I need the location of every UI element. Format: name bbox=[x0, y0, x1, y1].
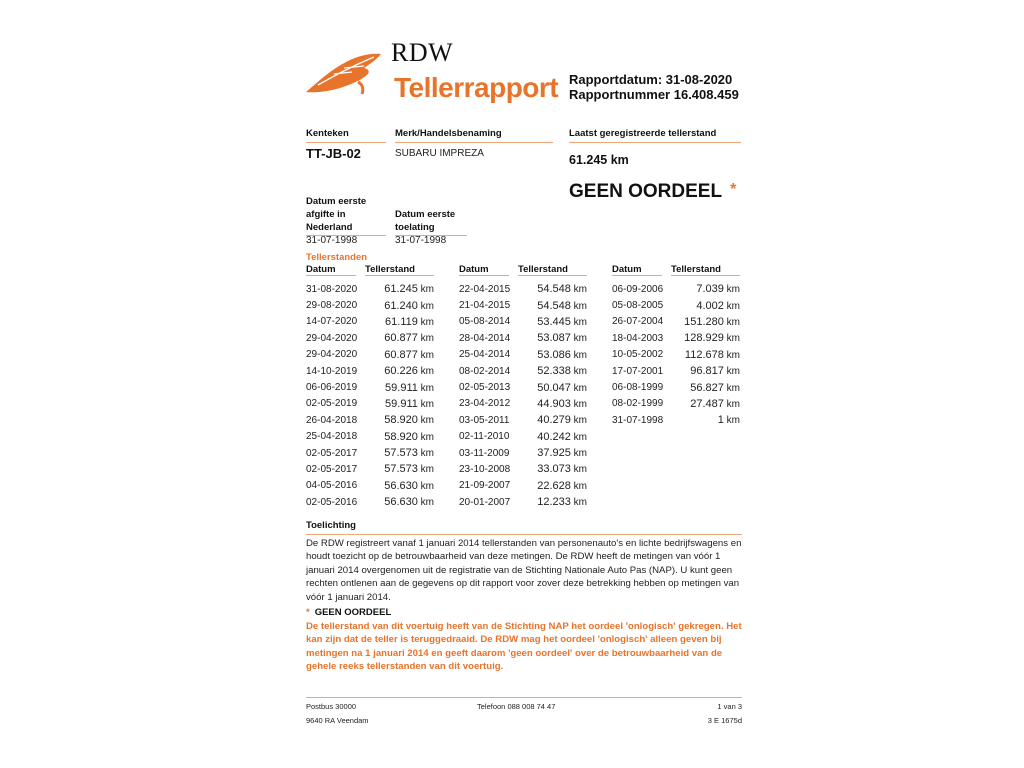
table-row bbox=[459, 330, 599, 346]
odometer-value: 54.548 bbox=[537, 299, 571, 312]
table-header bbox=[306, 264, 446, 276]
reading-date: 23-04-2012 bbox=[459, 398, 511, 410]
reading-date: 22-04-2015 bbox=[459, 283, 511, 295]
odometer-unit: km bbox=[573, 480, 587, 492]
odometer-unit: km bbox=[573, 366, 587, 378]
last-odometer-value: 61.245 km bbox=[569, 153, 629, 167]
reading-date: 06-09-2006 bbox=[612, 283, 664, 295]
reading-date: 25-04-2018 bbox=[306, 431, 358, 443]
odometer-unit: km bbox=[573, 382, 587, 394]
report-number: Rapportnummer 16.408.459 bbox=[569, 87, 739, 102]
first-registration-nl-label: Datum eerste afgifte in Nederland bbox=[306, 195, 386, 236]
odometer-value: 57.573 bbox=[384, 463, 418, 476]
first-admission-value: 31-07-1998 bbox=[395, 235, 447, 246]
table-row bbox=[459, 363, 599, 379]
odometer-unit: km bbox=[420, 316, 434, 328]
reading-odometer bbox=[525, 316, 587, 328]
table-row bbox=[306, 396, 446, 412]
reading-odometer bbox=[678, 283, 740, 295]
odometer-value: 52.338 bbox=[537, 365, 571, 378]
reading-date: 02-05-2016 bbox=[306, 496, 358, 508]
first-admission-label: Datum eerste toelating bbox=[395, 208, 467, 236]
reading-date: 05-08-2014 bbox=[459, 316, 511, 328]
reading-odometer bbox=[372, 480, 434, 492]
odometer-value: 151.280 bbox=[684, 315, 724, 328]
footer-city: 9640 RA Veendam bbox=[306, 716, 369, 725]
table-row bbox=[459, 494, 599, 510]
odometer-unit: km bbox=[573, 398, 587, 410]
odometer-unit: km bbox=[573, 333, 587, 345]
odometer-value: 56.827 bbox=[690, 381, 724, 394]
reading-date: 31-07-1998 bbox=[612, 414, 664, 426]
odometer-unit: km bbox=[573, 431, 587, 443]
odometer-value: 112.678 bbox=[684, 348, 724, 361]
odometer-value: 7.039 bbox=[696, 283, 724, 296]
odometer-unit: km bbox=[573, 300, 587, 312]
explanation-title: Toelichting bbox=[306, 520, 742, 535]
table-row bbox=[459, 314, 599, 330]
reading-date: 31-08-2020 bbox=[306, 283, 358, 295]
reading-date: 21-09-2007 bbox=[459, 480, 511, 492]
reading-date: 29-04-2020 bbox=[306, 349, 358, 361]
reading-date: 08-02-2014 bbox=[459, 365, 511, 377]
column-header-date: Datum bbox=[612, 264, 662, 276]
reading-odometer bbox=[372, 332, 434, 344]
reading-odometer bbox=[372, 447, 434, 459]
reading-odometer bbox=[525, 332, 587, 344]
asterisk-icon: * bbox=[730, 181, 737, 198]
table-row bbox=[306, 445, 446, 461]
first-registration-nl-value: 31-07-1998 bbox=[306, 235, 358, 246]
odometer-value: 56.630 bbox=[384, 479, 418, 492]
odometer-unit: km bbox=[726, 366, 740, 378]
license-plate-label: Kenteken bbox=[306, 128, 386, 143]
readings-table-1 bbox=[306, 264, 446, 510]
last-odometer-label: Laatst geregistreerde tellerstand bbox=[569, 128, 741, 143]
reading-odometer bbox=[372, 414, 434, 426]
brand-value: SUBARU IMPREZA bbox=[395, 148, 484, 159]
verdict-text: GEEN OORDEEL bbox=[569, 181, 723, 202]
odometer-unit: km bbox=[573, 415, 587, 427]
reading-date: 02-05-2017 bbox=[306, 447, 358, 459]
reading-odometer bbox=[678, 365, 740, 377]
table-row bbox=[612, 314, 752, 330]
odometer-unit: km bbox=[726, 300, 740, 312]
odometer-value: 40.242 bbox=[537, 430, 571, 443]
reading-date: 14-07-2020 bbox=[306, 316, 358, 328]
table-row bbox=[612, 297, 752, 313]
odometer-unit: km bbox=[420, 349, 434, 361]
odometer-unit: km bbox=[726, 382, 740, 394]
odometer-value: 54.548 bbox=[537, 283, 571, 296]
odometer-value: 60.226 bbox=[384, 365, 418, 378]
odometer-unit: km bbox=[420, 300, 434, 312]
reading-date: 28-04-2014 bbox=[459, 332, 511, 344]
odometer-value: 53.445 bbox=[537, 315, 571, 328]
reading-date: 17-07-2001 bbox=[612, 365, 664, 377]
reading-odometer bbox=[372, 398, 434, 410]
column-header-odometer: Tellerstand bbox=[518, 264, 587, 276]
reading-date: 29-04-2020 bbox=[306, 332, 358, 344]
odometer-unit: km bbox=[420, 480, 434, 492]
reading-odometer bbox=[372, 382, 434, 394]
reading-date: 06-08-1999 bbox=[612, 382, 664, 394]
odometer-value: 1 bbox=[717, 414, 724, 427]
reading-date: 02-05-2017 bbox=[306, 463, 358, 475]
reading-date: 02-05-2019 bbox=[306, 398, 358, 410]
readings-table-2 bbox=[459, 264, 599, 510]
table-row bbox=[612, 412, 752, 428]
odometer-value: 128.929 bbox=[684, 332, 724, 345]
reading-odometer bbox=[525, 349, 587, 361]
report-date: Rapportdatum: 31-08-2020 bbox=[569, 72, 733, 87]
table-row bbox=[306, 461, 446, 477]
reading-odometer bbox=[525, 431, 587, 443]
odometer-readings-title: Tellerstanden bbox=[306, 252, 368, 263]
odometer-value: 12.233 bbox=[537, 496, 571, 509]
report-meta bbox=[569, 72, 739, 102]
odometer-value: 53.087 bbox=[537, 332, 571, 345]
odometer-value: 40.279 bbox=[537, 414, 571, 427]
table-row bbox=[612, 347, 752, 363]
reading-date: 04-05-2016 bbox=[306, 480, 358, 492]
odometer-unit: km bbox=[420, 366, 434, 378]
reading-odometer bbox=[525, 447, 587, 459]
rdw-feather-logo-icon bbox=[304, 52, 382, 96]
reading-odometer bbox=[525, 300, 587, 312]
table-row bbox=[612, 281, 752, 297]
odometer-value: 58.920 bbox=[384, 414, 418, 427]
reading-odometer bbox=[678, 398, 740, 410]
reading-odometer bbox=[372, 431, 434, 443]
odometer-unit: km bbox=[420, 448, 434, 460]
table-header bbox=[612, 264, 752, 276]
document-code: 3 E 1675d bbox=[707, 716, 742, 725]
table-row bbox=[459, 281, 599, 297]
reading-date: 18-04-2003 bbox=[612, 332, 664, 344]
reading-odometer bbox=[678, 332, 740, 344]
table-row bbox=[612, 363, 752, 379]
footer-po-box: Postbus 30000 bbox=[306, 702, 357, 711]
brand-name: RDW bbox=[391, 38, 454, 67]
table-row bbox=[306, 379, 446, 395]
odometer-unit: km bbox=[573, 349, 587, 361]
column-header-date: Datum bbox=[459, 264, 509, 276]
reading-odometer bbox=[678, 349, 740, 361]
reading-odometer bbox=[678, 382, 740, 394]
reading-date: 23-10-2008 bbox=[459, 463, 511, 475]
reading-date: 08-02-1999 bbox=[612, 398, 664, 410]
reading-odometer bbox=[372, 463, 434, 475]
table-row bbox=[306, 363, 446, 379]
reading-odometer bbox=[372, 283, 434, 295]
license-plate-value: TT-JB-02 bbox=[306, 146, 361, 161]
reading-odometer bbox=[525, 365, 587, 377]
footer-phone: Telefoon 088 008 74 47 bbox=[477, 702, 556, 711]
odometer-value: 59.911 bbox=[385, 381, 418, 394]
reading-date: 02-05-2013 bbox=[459, 382, 511, 394]
verdict-note-text: De tellerstand van dit voertuig heeft van de Stichting NAP het oordeel 'onlogisch' gekregen. Het kan zijn dat de teller is teruggedraaid. De RDW mag het oordeel 'onlogisch' alleen geven bij metingen na 1 januari 2014 en geeft daarom 'geen oordeel' over de betrouwbaarheid van de gehele reeks tellerstanden van dit voertuig. bbox=[306, 621, 742, 673]
odometer-value: 57.573 bbox=[384, 447, 418, 460]
odometer-value: 59.911 bbox=[385, 397, 418, 410]
odometer-value: 60.877 bbox=[384, 332, 418, 345]
verdict-note-title bbox=[306, 607, 391, 618]
table-row bbox=[612, 396, 752, 412]
reading-odometer bbox=[525, 496, 587, 508]
reading-date: 10-05-2002 bbox=[612, 349, 664, 361]
page-title: Tellerrapport bbox=[394, 72, 559, 103]
reading-odometer bbox=[678, 300, 740, 312]
reading-odometer bbox=[372, 316, 434, 328]
odometer-value: 56.630 bbox=[384, 496, 418, 509]
table-row bbox=[459, 461, 599, 477]
table-row bbox=[306, 314, 446, 330]
table-row bbox=[612, 379, 752, 395]
reading-odometer bbox=[525, 414, 587, 426]
odometer-unit: km bbox=[420, 382, 434, 394]
odometer-value: 61.240 bbox=[384, 299, 418, 312]
table-row bbox=[306, 297, 446, 313]
table-row bbox=[459, 429, 599, 445]
table-row bbox=[306, 281, 446, 297]
reading-odometer bbox=[678, 414, 740, 426]
odometer-value: 37.925 bbox=[537, 447, 571, 460]
table-header bbox=[459, 264, 599, 276]
column-header-odometer: Tellerstand bbox=[671, 264, 740, 276]
table-row bbox=[612, 330, 752, 346]
reading-date: 03-05-2011 bbox=[459, 414, 510, 426]
table-row bbox=[459, 297, 599, 313]
odometer-value: 33.073 bbox=[537, 463, 571, 476]
verdict-note-heading: GEEN OORDEEL bbox=[314, 607, 392, 618]
odometer-unit: km bbox=[420, 398, 434, 410]
odometer-unit: km bbox=[420, 464, 434, 476]
table-body bbox=[306, 281, 446, 510]
footer-divider bbox=[306, 697, 742, 698]
odometer-value: 96.817 bbox=[690, 365, 724, 378]
odometer-value: 53.086 bbox=[537, 348, 571, 361]
column-header-date: Datum bbox=[306, 264, 356, 276]
reading-odometer bbox=[525, 283, 587, 295]
odometer-unit: km bbox=[573, 316, 587, 328]
table-row bbox=[306, 478, 446, 494]
reading-odometer bbox=[525, 398, 587, 410]
odometer-value: 44.903 bbox=[537, 397, 571, 410]
table-row bbox=[306, 494, 446, 510]
explanation-text: De RDW registreert vanaf 1 januari 2014 tellerstanden van personenauto's en lichte bedrijfswagens en houdt toezicht op de betrouwbaarheid van deze metingen. De RDW heeft de metingen van vóór 1 januari 2014 overgenomen uit de registratie van de Stichting Nationale Auto Pas (NAP). U kunt geen rechten ontlenen aan de gegevens op dit rapport voor zover deze betrekking hebben op metingen van vóór 1 januari 2014. bbox=[306, 538, 742, 603]
table-row bbox=[459, 445, 599, 461]
odometer-value: 22.628 bbox=[537, 479, 571, 492]
reading-odometer bbox=[525, 463, 587, 475]
reading-odometer bbox=[372, 349, 434, 361]
reading-date: 25-04-2014 bbox=[459, 349, 511, 361]
table-body bbox=[612, 281, 752, 429]
page-number: 1 van 3 bbox=[717, 702, 742, 711]
asterisk-icon: * bbox=[306, 607, 310, 618]
reading-odometer bbox=[525, 382, 587, 394]
reading-date: 14-10-2019 bbox=[306, 365, 358, 377]
reading-date: 02-11-2010 bbox=[459, 431, 510, 443]
odometer-unit: km bbox=[420, 415, 434, 427]
reading-odometer bbox=[372, 365, 434, 377]
reading-date: 26-04-2018 bbox=[306, 414, 358, 426]
reading-date: 05-08-2005 bbox=[612, 300, 664, 312]
odometer-unit: km bbox=[726, 398, 740, 410]
odometer-unit: km bbox=[726, 415, 740, 427]
reading-date: 26-07-2004 bbox=[612, 316, 664, 328]
table-row bbox=[459, 347, 599, 363]
table-row bbox=[306, 429, 446, 445]
table-body bbox=[459, 281, 599, 510]
brand-label: Merk/Handelsbenaming bbox=[395, 128, 553, 143]
odometer-value: 4.002 bbox=[696, 299, 724, 312]
reading-date: 29-08-2020 bbox=[306, 300, 358, 312]
table-row bbox=[306, 412, 446, 428]
table-row bbox=[459, 379, 599, 395]
odometer-unit: km bbox=[726, 333, 740, 345]
verdict bbox=[569, 181, 736, 203]
odometer-unit: km bbox=[420, 284, 434, 296]
reading-date: 06-06-2019 bbox=[306, 382, 358, 394]
table-row bbox=[459, 478, 599, 494]
readings-table-3 bbox=[612, 264, 752, 429]
odometer-unit: km bbox=[420, 333, 434, 345]
odometer-value: 50.047 bbox=[537, 381, 571, 394]
odometer-value: 60.877 bbox=[384, 348, 418, 361]
odometer-unit: km bbox=[726, 284, 740, 296]
reading-date: 03-11-2009 bbox=[459, 447, 510, 459]
reading-date: 20-01-2007 bbox=[459, 496, 511, 508]
table-row bbox=[306, 347, 446, 363]
odometer-value: 61.245 bbox=[384, 283, 418, 296]
odometer-unit: km bbox=[573, 497, 587, 509]
odometer-value: 61.119 bbox=[385, 315, 418, 328]
reading-odometer bbox=[372, 300, 434, 312]
table-row bbox=[459, 396, 599, 412]
odometer-unit: km bbox=[573, 284, 587, 296]
table-row bbox=[306, 330, 446, 346]
table-row bbox=[459, 412, 599, 428]
reading-odometer bbox=[372, 496, 434, 508]
odometer-value: 27.487 bbox=[690, 397, 724, 410]
odometer-unit: km bbox=[573, 464, 587, 476]
reading-date: 21-04-2015 bbox=[459, 300, 511, 312]
odometer-unit: km bbox=[573, 448, 587, 460]
column-header-odometer: Tellerstand bbox=[365, 264, 434, 276]
reading-odometer bbox=[525, 480, 587, 492]
odometer-unit: km bbox=[726, 316, 740, 328]
odometer-unit: km bbox=[420, 431, 434, 443]
odometer-value: 58.920 bbox=[384, 430, 418, 443]
reading-odometer bbox=[678, 316, 740, 328]
odometer-unit: km bbox=[420, 497, 434, 509]
odometer-unit: km bbox=[726, 349, 740, 361]
